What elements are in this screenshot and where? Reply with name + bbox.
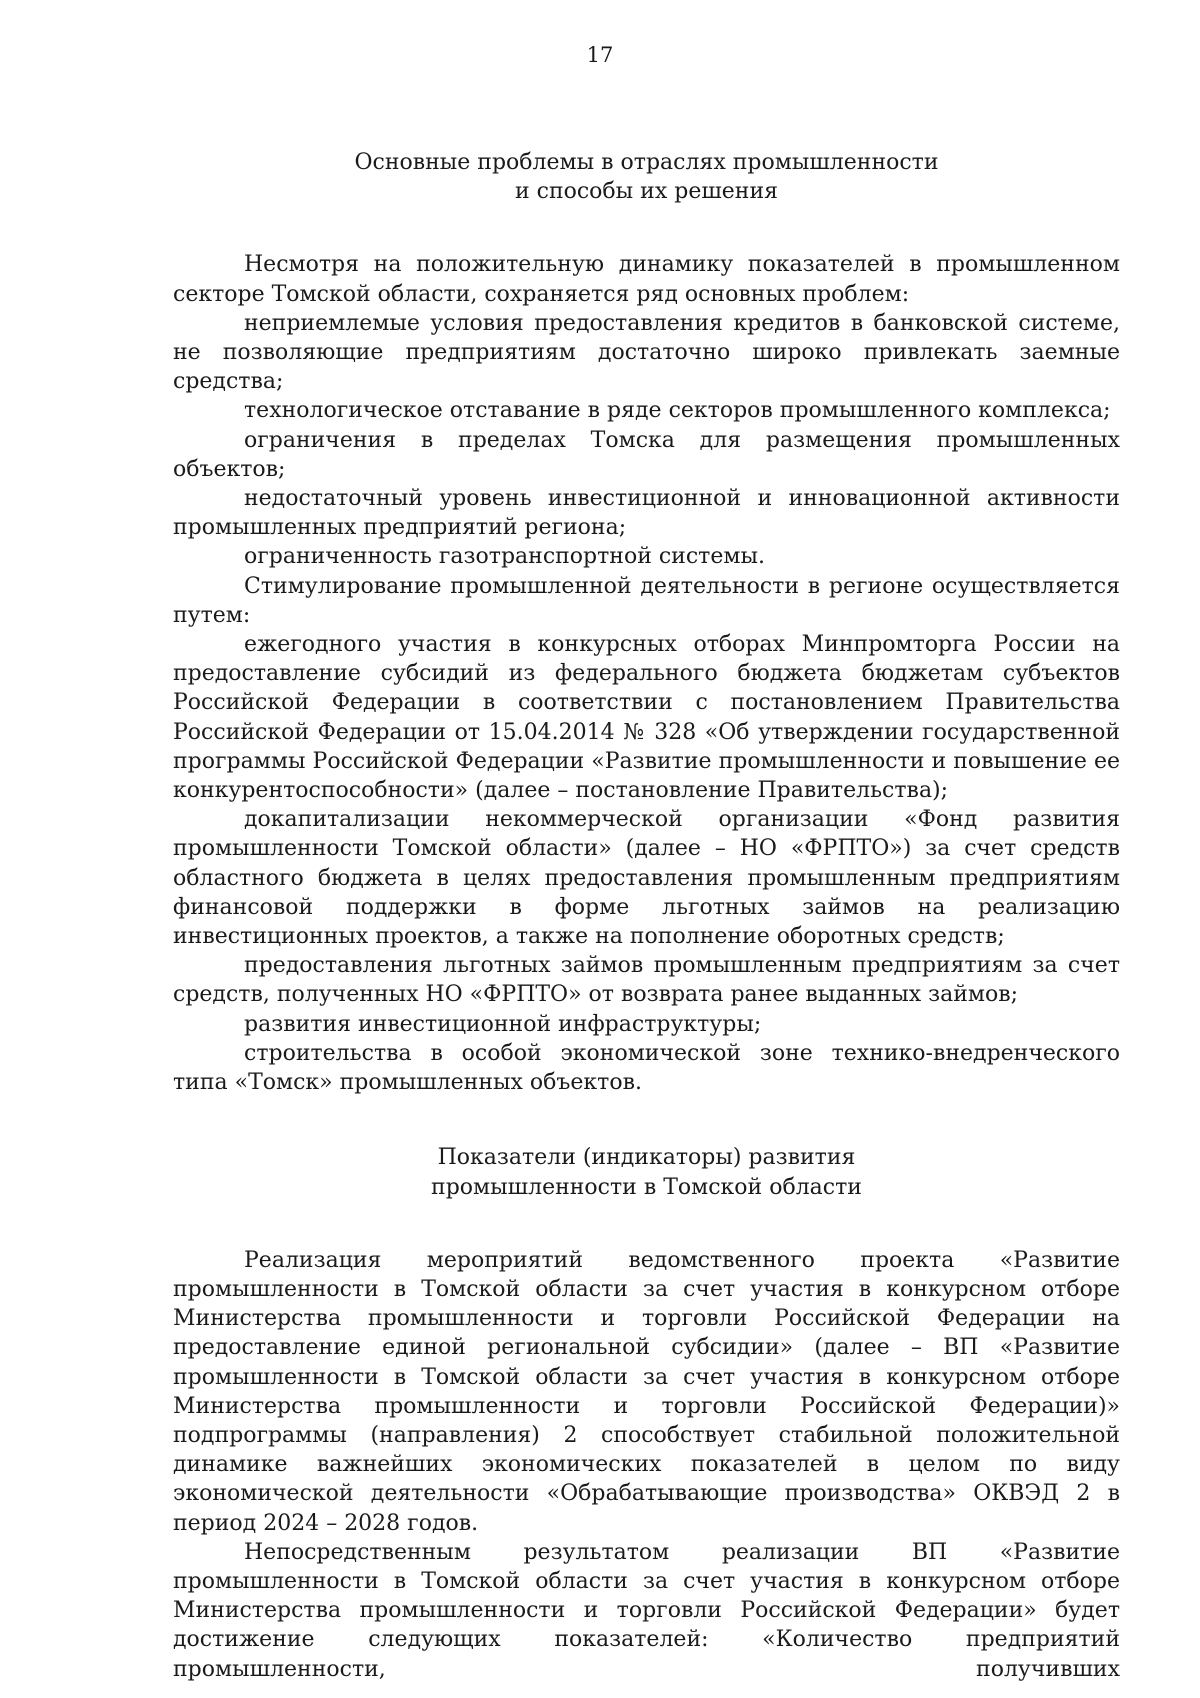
paragraph: недостаточный уровень инвестиционной и инновационной активности промышленных предприятий региона; xyxy=(173,486,1120,541)
paragraph: ограничения в пределах Томска для размещения промышленных объектов; xyxy=(173,427,1120,482)
heading-line: Основные проблемы в отраслях промышленности xyxy=(354,150,939,175)
heading-line: Показатели (индикаторы) развития xyxy=(437,1145,856,1171)
paragraph: ежегодного участия в конкурсных отборах Минпромторга России на предоставление субсидий из федерального бюджета бюджетам субъектов Российской Федерации в соответствии с постановлением Правительства Российской Федерации от 15.04.2014 № 328 «Об утверждении государственной программы Российской Федерации «Развитие промышленности и повышение ее конкурентоспособности» (далее – постановление Правительства); xyxy=(173,632,1120,804)
section-heading-indicators xyxy=(173,1143,1120,1201)
heading-line: промышленности в Томской области xyxy=(431,1174,862,1200)
section-heading-problems xyxy=(173,148,1120,206)
paragraph: неприемлемые условия предоставления кредитов в банковской системе, не позволяющие предприятиям достаточно широко привлекать заемные средства; xyxy=(173,310,1120,395)
page-content xyxy=(173,148,1120,1684)
paragraph: Реализация мероприятий ведомственного проекта «Развитие промышленности в Томской области за счет участия в конкурсном отборе Министерства промышленности и торговли Российской Федерации на предоставление единой региональной субсидии» (далее – ВП «Развитие промышленности в Томской области за счет участия в конкурсном отборе Министерства промышленности и торговли Российской Федерации)» подпрограммы (направления) 2 способствует стабильной положительной динамике важнейших экономических показателей в целом по виду экономической деятельности «Обрабатывающие производства» ОКВЭД 2 в период 2024 – 2028 годов. xyxy=(173,1247,1120,1536)
paragraph: Несмотря на положительную динамику показателей в промышленном секторе Томской области, сохраняется ряд основных проблем: xyxy=(173,252,1120,307)
paragraph: строительства в особой экономической зоне технико-внедренческого типа «Томск» промышленных объектов. xyxy=(173,1040,1120,1096)
paragraph: ограниченность газотранспортной системы. xyxy=(244,544,765,570)
page-number: 17 xyxy=(586,43,614,67)
paragraph: развития инвестиционной инфраструктуры; xyxy=(244,1011,762,1037)
paragraph: предоставления льготных займов промышленным предприятиям за счет средств, полученных НО «ФРПТО» от возврата ранее выданных займов; xyxy=(173,953,1120,1008)
heading-line: и способы их решения xyxy=(514,179,779,205)
paragraph: Стимулирование промышленной деятельности в регионе осуществляется путем: xyxy=(173,573,1120,628)
paragraph: докапитализации некоммерческой организации «Фонд развития промышленности Томской области» (далее – НО «ФРПТО») за счет средств областного бюджета в целях предоставления промышленным предприятиям финансовой поддержки в форме льготных займов на реализацию инвестиционных проектов, а также на пополнение оборотных средств; xyxy=(173,807,1120,950)
paragraph: Непосредственным результатом реализации ВП «Развитие промышленности в Томской области за счет участия в конкурсном отборе Министерства промышленности и торговли Российской Федерации» будет достижение следующих показателей: «Количество предприятий промышленности, получивших xyxy=(173,1539,1120,1682)
paragraph: технологическое отставание в ряде секторов промышленного комплекса; xyxy=(244,398,1111,424)
